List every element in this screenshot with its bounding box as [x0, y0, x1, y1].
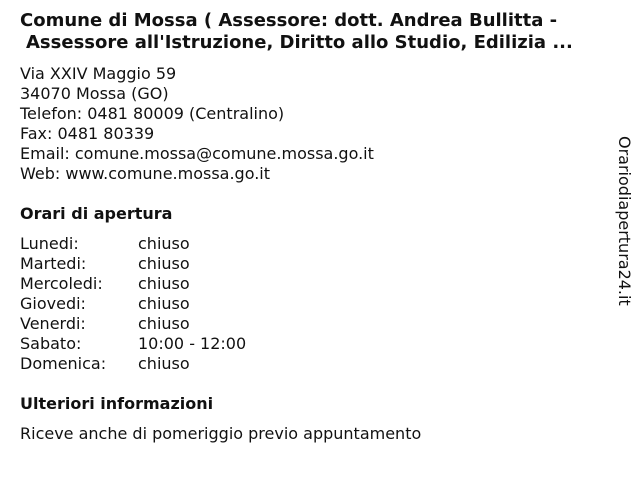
hours-row-wednesday — [20, 274, 246, 294]
hours-row-saturday — [20, 334, 246, 354]
day-time: chiuso — [138, 274, 190, 293]
day-time: 10:00 - 12:00 — [138, 334, 247, 353]
site-watermark: Orariodiapertura24.it — [615, 136, 634, 306]
email-address: Email: comune.mossa@comune.mossa.go.it — [20, 144, 374, 163]
hours-row-sunday — [20, 354, 246, 374]
day-time: chiuso — [138, 314, 190, 333]
info-text: Riceve anche di pomeriggio previo appuntamento — [20, 424, 422, 443]
hours-table — [20, 234, 246, 374]
phone-number: Telefon: 0481 80009 (Centralino) — [20, 104, 285, 123]
day-label: Lunedi: — [20, 234, 79, 253]
hours-row-tuesday — [20, 254, 246, 274]
page-title — [20, 10, 620, 54]
hours-row-thursday — [20, 294, 246, 314]
website: Web: www.comune.mossa.go.it — [20, 164, 271, 183]
day-label: Giovedi: — [20, 294, 86, 313]
city-address: 34070 Mossa (GO) — [20, 84, 169, 103]
hours-heading: Orari di apertura — [20, 204, 173, 223]
day-label: Mercoledi: — [20, 274, 103, 293]
hours-row-friday — [20, 314, 246, 334]
street-address: Via XXIV Maggio 59 — [20, 64, 177, 83]
title-line-2: Assessore all'Istruzione, Diritto allo Studio, Edilizia ... — [26, 32, 573, 53]
day-time: chiuso — [138, 254, 190, 273]
day-label: Domenica: — [20, 354, 107, 373]
fax-number: Fax: 0481 80339 — [20, 124, 155, 143]
day-time: chiuso — [138, 234, 190, 253]
contact-block — [20, 64, 374, 184]
day-label: Venerdi: — [20, 314, 86, 333]
day-label: Martedi: — [20, 254, 87, 273]
hours-row-monday — [20, 234, 246, 254]
title-line-1: Comune di Mossa ( Assessore: dott. Andrea Bullitta - — [20, 10, 558, 31]
info-heading: Ulteriori informazioni — [20, 394, 214, 413]
day-time: chiuso — [138, 354, 190, 373]
day-label: Sabato: — [20, 334, 82, 353]
day-time: chiuso — [138, 294, 190, 313]
